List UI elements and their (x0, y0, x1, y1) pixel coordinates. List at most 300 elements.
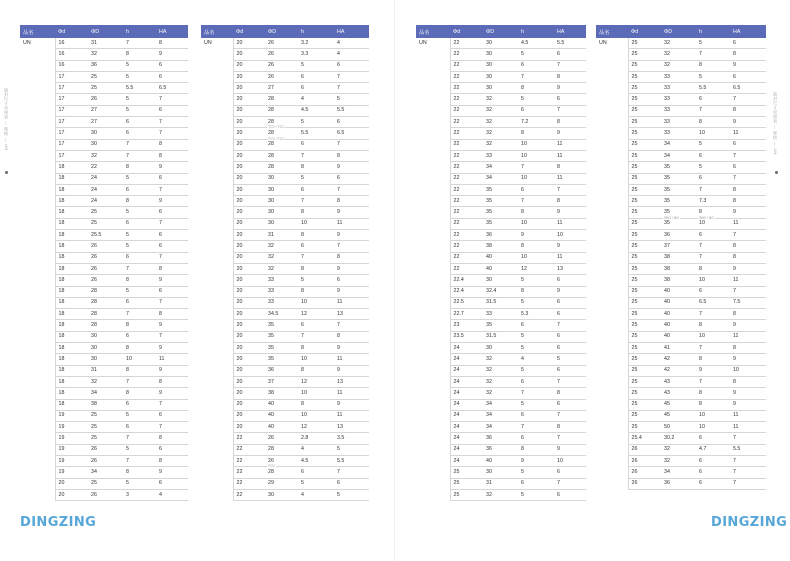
table-cell: 8 (156, 139, 188, 150)
table-cell: 5 (334, 94, 369, 105)
table-cell: 9 (334, 162, 369, 173)
table-cell: 25 (628, 399, 661, 410)
table-cell: 7 (518, 162, 554, 173)
table-cell: 40 (265, 399, 298, 410)
table-cell: 5 (123, 230, 156, 241)
table-cell: 6 (696, 173, 730, 184)
column-header: ΦD (88, 25, 123, 38)
page-separator (394, 0, 395, 561)
table-cell: 40 (483, 455, 518, 466)
table-cell: 13 (334, 309, 369, 320)
table-cell: 8 (123, 49, 156, 60)
table-cell: 36 (483, 444, 518, 455)
table-cell: 18 (55, 399, 88, 410)
table-header-row (416, 25, 586, 38)
table-cell: 38 (265, 388, 298, 399)
table-cell: 7 (334, 241, 369, 252)
table-cell: 26 (628, 467, 661, 478)
table-cell: 5 (518, 94, 554, 105)
table-cell: 22 (450, 218, 483, 229)
table-cell: 4.7 (696, 444, 730, 455)
table-cell: 7 (123, 433, 156, 444)
table-cell: 9 (156, 320, 188, 331)
table-cell: 7 (730, 455, 766, 466)
table-cell: 6 (554, 275, 586, 286)
table-cell: 35 (483, 184, 518, 195)
table-cell: 18 (55, 218, 88, 229)
table-cell: 5.5 (696, 83, 730, 94)
table-cell: 6 (554, 343, 586, 354)
table-cell: 8 (298, 263, 334, 274)
table-cell: 11 (554, 150, 586, 161)
table-cell: 35 (265, 331, 298, 342)
table-cell: 6 (298, 184, 334, 195)
table-cell: 6 (696, 230, 730, 241)
table-cell: 26 (628, 444, 661, 455)
table-cell: 30 (88, 354, 123, 365)
table-cell: 22 (450, 230, 483, 241)
table-cell: 8 (123, 275, 156, 286)
table-cell: 33 (661, 71, 696, 82)
table-cell: 4.5 (298, 455, 334, 466)
table-cell: 33 (661, 128, 696, 139)
table-cell: 26 (265, 71, 298, 82)
table-cell: 18 (55, 286, 88, 297)
table-cell: 8 (730, 376, 766, 387)
spec-table-1 (20, 25, 188, 501)
table-cell: 6 (123, 399, 156, 410)
table-cell: 26 (88, 275, 123, 286)
table-cell: 11 (730, 128, 766, 139)
table-cell: 30 (265, 173, 298, 184)
table-cell: 26 (265, 38, 298, 49)
table-cell: 30 (265, 207, 298, 218)
cell-note: TCV / TCV (268, 136, 285, 141)
table-cell: 18 (55, 388, 88, 399)
table-cell: 25 (628, 184, 661, 195)
table-cell: 20 (233, 376, 265, 387)
table-cell: 20 (233, 263, 265, 274)
table-cell: 7.5 (730, 297, 766, 308)
table-cell: 8 (730, 241, 766, 252)
column-header: Φd (55, 25, 88, 38)
table-cell: 7 (554, 433, 586, 444)
table-cell: 7 (730, 286, 766, 297)
table-cell: 7 (123, 38, 156, 49)
table-cell: 8 (554, 117, 586, 128)
table-cell: 22 (233, 467, 265, 478)
table-cell: 27 (88, 117, 123, 128)
table-cell: 18 (55, 252, 88, 263)
table-cell: 6 (156, 60, 188, 71)
table-cell: 6 (730, 139, 766, 150)
table-cell: 6 (554, 309, 586, 320)
table-cell: 25 (628, 105, 661, 116)
table-cell: 9 (156, 275, 188, 286)
table-cell: 7 (334, 83, 369, 94)
table-cell: 24 (450, 410, 483, 421)
table-cell: 20 (233, 83, 265, 94)
table-cell: 20 (233, 252, 265, 263)
table-cell: 5 (334, 489, 369, 500)
table-cell: 19 (55, 467, 88, 478)
table-cell: 32 (483, 365, 518, 376)
table-cell: 8 (730, 184, 766, 195)
table-cell: 8 (696, 320, 730, 331)
table-cell: 5 (123, 410, 156, 421)
table-cell: 35 (265, 320, 298, 331)
table-cell: 33 (483, 150, 518, 161)
table-cell: 10 (298, 388, 334, 399)
table-cell: 38 (483, 241, 518, 252)
table-cell: 7 (156, 297, 188, 308)
table-cell: 8 (156, 376, 188, 387)
table-cell: 26 (88, 444, 123, 455)
table-cell: 26 (88, 489, 123, 500)
table-cell: 11 (554, 252, 586, 263)
table-cell: 7 (156, 399, 188, 410)
table-cell: 4 (298, 94, 334, 105)
table-cell: 35 SBO / BO (661, 218, 696, 229)
table-cell: 13 (554, 263, 586, 274)
table-cell: 6 (123, 117, 156, 128)
table-cell: 33 (483, 309, 518, 320)
table-cell: 10 (298, 410, 334, 421)
table-cell: 8 (123, 162, 156, 173)
table-cell: 28 TCV / TCV (265, 139, 298, 150)
table-cell: 32 (483, 128, 518, 139)
table-cell: 9 (730, 388, 766, 399)
table-cell: 7 (518, 388, 554, 399)
table-cell: 22 (450, 105, 483, 116)
table-cell: 33 (265, 286, 298, 297)
table-cell: 34 (483, 162, 518, 173)
table-cell: 22 (233, 455, 265, 466)
column-header: 品名 (20, 25, 55, 38)
table-cell: 8 (123, 343, 156, 354)
table-cell: 20 (233, 297, 265, 308)
table-cell: 17 (55, 117, 88, 128)
table-cell: 18 (55, 162, 88, 173)
table-cell: 5 (518, 331, 554, 342)
table-cell: 20 (233, 196, 265, 207)
table-cell: 18 (55, 173, 88, 184)
column-header: 品名 (596, 25, 628, 38)
table-cell: 6 (298, 241, 334, 252)
table-cell: 6 (156, 207, 188, 218)
column-header: Φd (628, 25, 661, 38)
table-cell: 17 (55, 139, 88, 150)
table-cell: 33 (265, 275, 298, 286)
table-cell: 11 (730, 218, 766, 229)
table-cell: 25 (628, 331, 661, 342)
table-cell: 3.3 (298, 49, 334, 60)
table-cell: 25 (450, 478, 483, 489)
column-header: h (518, 25, 554, 38)
table-cell: 6 (156, 444, 188, 455)
table-row (201, 38, 369, 49)
table-cell: 34.5 (265, 309, 298, 320)
table-cell: 22 (450, 128, 483, 139)
table-cell: 31.5 (483, 331, 518, 342)
cell-note: TCV / TCV (268, 125, 285, 130)
table-cell: 8 (298, 399, 334, 410)
table-cell: 6 (156, 71, 188, 82)
table-cell: 6 (156, 173, 188, 184)
right-spine-dot (775, 171, 778, 174)
table-cell: 6 (696, 150, 730, 161)
table-cell: 6 (123, 297, 156, 308)
table-cell: 7 (730, 173, 766, 184)
table-cell: 22 (450, 207, 483, 218)
table-cell: 5 (123, 173, 156, 184)
table-cell: 43 (661, 388, 696, 399)
table-cell: 30 (483, 71, 518, 82)
table-cell: 6 (156, 105, 188, 116)
table-cell: 32 (265, 263, 298, 274)
table-cell: 8 (730, 196, 766, 207)
column-header: HA (156, 25, 188, 38)
table-cell: 26 (88, 252, 123, 263)
table-cell: 7 (518, 196, 554, 207)
table-cell: 32 (483, 354, 518, 365)
table-cell: 45 (661, 399, 696, 410)
table-cell: 20 (233, 150, 265, 161)
table-cell: 6 (123, 218, 156, 229)
spec-table-4 (596, 25, 766, 490)
table-cell: 35 (265, 343, 298, 354)
table-cell: 9 (156, 467, 188, 478)
table-cell: 8 (554, 422, 586, 433)
table-cell: 9 (730, 117, 766, 128)
table-cell: 22 (450, 71, 483, 82)
table-cell: 30 (265, 489, 298, 500)
table-cell: 18 (55, 196, 88, 207)
cell-note: TCV (268, 464, 275, 469)
table-cell: 32 (483, 117, 518, 128)
table-cell: 9 (554, 286, 586, 297)
table-cell: 5 (123, 207, 156, 218)
table-cell: 25 (88, 433, 123, 444)
table-cell: 6 (123, 184, 156, 195)
table-cell: 6 (123, 252, 156, 263)
table-cell: 19 (55, 410, 88, 421)
table-cell: 18 (55, 297, 88, 308)
table-cell: 8 (696, 117, 730, 128)
table-cell: 5 (696, 38, 730, 49)
table-cell: 18 (55, 275, 88, 286)
table-cell: 20 (233, 422, 265, 433)
table-cell: 7 (156, 218, 188, 229)
table-cell: 35 (483, 207, 518, 218)
table-cell: 6.5 (156, 83, 188, 94)
table-cell: 9 (156, 162, 188, 173)
table-cell: 9 (518, 230, 554, 241)
table-cell: 24 (450, 444, 483, 455)
spec-table-2 (201, 25, 369, 501)
table-cell: 20 (233, 230, 265, 241)
table-cell: 6 (123, 128, 156, 139)
table-cell: 20 (233, 354, 265, 365)
table-cell: 25 (628, 162, 661, 173)
table-cell: 6 (696, 286, 730, 297)
column-header: 品名 (201, 25, 233, 38)
table-cell: 5 (518, 297, 554, 308)
table-cell: 7 (334, 184, 369, 195)
table-cell: 32 (661, 444, 696, 455)
table-cell: 20 (55, 478, 88, 489)
table-cell: 36 (483, 433, 518, 444)
table-cell: 30 (483, 275, 518, 286)
table-cell: 36 (265, 365, 298, 376)
table-cell: 25 (88, 71, 123, 82)
table-cell: 7 (730, 478, 766, 489)
table-cell: 6 (518, 105, 554, 116)
table-cell: 28 (265, 117, 298, 128)
table-cell: 29 (265, 478, 298, 489)
table-header-row (201, 25, 369, 38)
table-cell: 6 (554, 365, 586, 376)
table-cell: 5.5 (123, 83, 156, 94)
table-cell: 8 (518, 83, 554, 94)
table-cell: 7 (696, 252, 730, 263)
table-cell: 25 (88, 207, 123, 218)
table-cell: 22 (450, 117, 483, 128)
table-cell: 50 (661, 422, 696, 433)
table-cell: 30 (88, 343, 123, 354)
table-cell: 9 (730, 399, 766, 410)
table-cell: 7 (298, 252, 334, 263)
table-cell: 22.5 (450, 297, 483, 308)
table-cell: 10 (554, 230, 586, 241)
table-cell: 28 (265, 444, 298, 455)
table-cell: 41 (661, 343, 696, 354)
table-cell: 8 (298, 365, 334, 376)
table-cell: 22 (450, 252, 483, 263)
table-cell: 22 (450, 196, 483, 207)
table-cell: 34 (483, 173, 518, 184)
table-cell: 11 (334, 354, 369, 365)
table-cell: 36 (483, 230, 518, 241)
table-cell: 6 (518, 376, 554, 387)
table-cell: 6 (334, 60, 369, 71)
table-cell: 12 (298, 422, 334, 433)
table-cell: 10 (518, 150, 554, 161)
table-cell: 17 (55, 128, 88, 139)
table-cell: 12 (298, 309, 334, 320)
table-cell: 6 (334, 275, 369, 286)
table-cell: 32 (661, 60, 696, 71)
table-cell: 28 (265, 105, 298, 116)
table-cell: 35 (483, 196, 518, 207)
table-cell: 25 (88, 410, 123, 421)
table-cell: 25 (450, 489, 483, 500)
table-cell: 26 (88, 263, 123, 274)
table-cell: 10 SBO / BO (696, 218, 730, 229)
table-cell: 22 (450, 263, 483, 274)
table-cell: 25.4 (628, 433, 661, 444)
table-cell: 5 (518, 365, 554, 376)
table-cell: 35 (661, 173, 696, 184)
table-cell: 26 (265, 455, 298, 466)
part-name-cell: UN (596, 38, 628, 489)
table-cell: 25 (628, 230, 661, 241)
table-header-row (20, 25, 188, 38)
table-cell: 4 (334, 38, 369, 49)
table-cell: 25 (88, 478, 123, 489)
table-cell: 8 (123, 467, 156, 478)
table-cell: 8 (696, 207, 730, 218)
table-cell: 24 (450, 433, 483, 444)
table-cell: 5 (123, 478, 156, 489)
table-cell: 8 (156, 433, 188, 444)
table-cell: 25 (628, 410, 661, 421)
table-cell: 31 (88, 38, 123, 49)
table-cell: 7 (554, 478, 586, 489)
table-cell: 43 (661, 376, 696, 387)
table-cell: 20 (55, 489, 88, 500)
table-cell: 6 (696, 433, 730, 444)
table-cell: 6 (696, 467, 730, 478)
table-cell: 8 (518, 241, 554, 252)
table-cell: 11 (334, 218, 369, 229)
table-cell: 20 (233, 60, 265, 71)
table-cell: 37 (661, 241, 696, 252)
table-cell: 25 (450, 467, 483, 478)
table-cell: 4 (298, 489, 334, 500)
table-cell: 22 (450, 150, 483, 161)
table-cell: 16 (55, 38, 88, 49)
table-cell: 28 (88, 286, 123, 297)
table-cell: 18 (55, 331, 88, 342)
table-cell: 19 (55, 433, 88, 444)
table-cell: 10 (554, 455, 586, 466)
table-cell: 8 (696, 388, 730, 399)
table-cell: 18 (55, 207, 88, 218)
table-cell: 6 (334, 117, 369, 128)
table-cell: 22.7 (450, 309, 483, 320)
table-cell: 33 (265, 297, 298, 308)
table-cell: 11 (334, 410, 369, 421)
table-cell: 34 (483, 399, 518, 410)
table-cell: 22 (450, 162, 483, 173)
table-cell: 25 (628, 422, 661, 433)
table-cell: 6 (298, 71, 334, 82)
table-cell: 11 (730, 422, 766, 433)
column-header: ΦD (483, 25, 518, 38)
table-cell: 5 (298, 275, 334, 286)
table-cell: 9 (334, 263, 369, 274)
table-cell: 20 (233, 173, 265, 184)
table-cell: 36 (661, 230, 696, 241)
table-cell: 5.3 (518, 309, 554, 320)
table-cell: 6 (156, 241, 188, 252)
table-cell: 24 (450, 455, 483, 466)
table-cell: 9 (156, 343, 188, 354)
table-cell: 5 (123, 241, 156, 252)
table-cell: 25 (628, 388, 661, 399)
table-cell: 7 (518, 422, 554, 433)
table-cell: 11 (730, 331, 766, 342)
table-cell: 5 (334, 444, 369, 455)
table-cell: 25 (628, 365, 661, 376)
table-cell: 2.8 (298, 433, 334, 444)
table-cell: 20 (233, 320, 265, 331)
table-cell: 36 (88, 60, 123, 71)
table-cell: 4 (518, 354, 554, 365)
table-row (20, 38, 188, 49)
table-cell: 32 (483, 139, 518, 150)
